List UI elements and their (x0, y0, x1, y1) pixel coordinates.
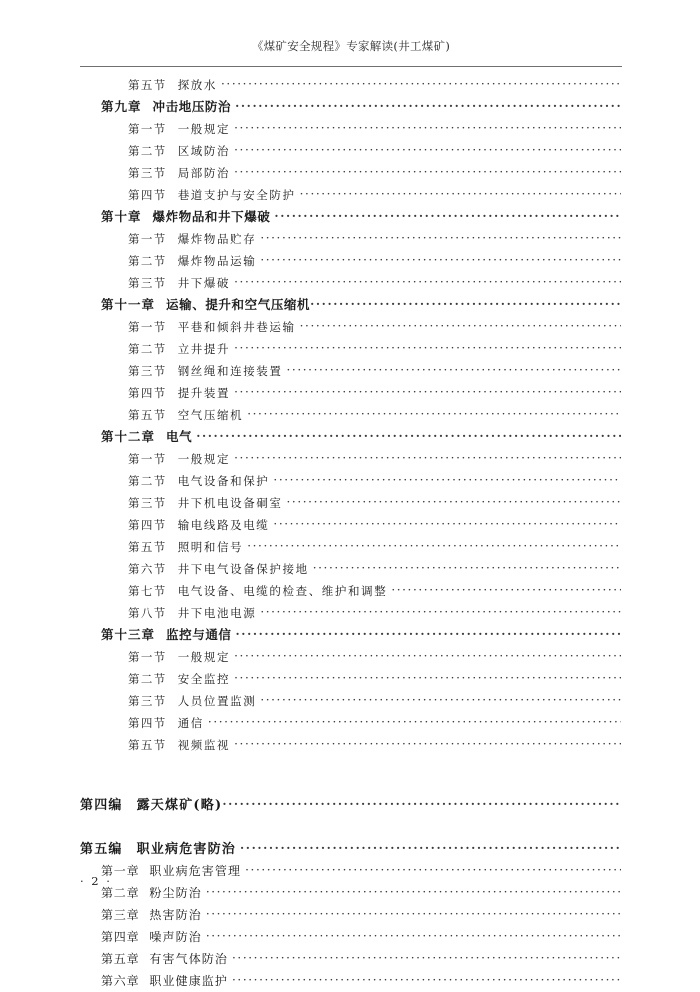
toc-entry-title: 照明和信号 (177, 540, 244, 554)
toc-entry[interactable] (0, 184, 700, 206)
toc-entry-number: 第二节 (128, 474, 167, 488)
toc-entry[interactable] (0, 602, 700, 624)
toc-entry-number: 第一节 (128, 232, 167, 246)
toc-dot-leader (235, 96, 621, 118)
toc-entry[interactable] (0, 426, 700, 448)
toc-entry-title: 热害防治 (149, 908, 202, 922)
toc-dot-leader (260, 690, 621, 712)
toc-entry-title: 职业病危害管理 (149, 864, 242, 878)
toc-entry-title: 职业健康监护 (149, 974, 229, 988)
toc-entry[interactable] (0, 74, 700, 96)
toc-dot-leader (232, 970, 621, 992)
toc-dot-leader (300, 316, 621, 338)
toc-entry-number: 第四编 (80, 798, 123, 813)
toc-entry-number: 第四章 (101, 930, 140, 944)
toc-dot-leader (260, 250, 621, 272)
toc-entry-title: 监控与通信 (166, 627, 232, 642)
toc-entry-number: 第三节 (128, 364, 167, 378)
toc-entry-number: 第四节 (128, 518, 167, 532)
toc-entry-title: 井下爆破 (177, 276, 231, 290)
toc-entry-number: 第四节 (128, 716, 167, 730)
toc-entry-number: 第五节 (128, 78, 167, 92)
toc-dot-leader (206, 904, 621, 926)
toc-entry-title: 巷道支护与安全防护 (177, 188, 296, 202)
toc-entry[interactable] (0, 624, 700, 646)
toc-entry[interactable] (0, 712, 700, 734)
toc-entry-number: 第三章 (101, 908, 140, 922)
toc-entry-title: 钢丝绳和连接装置 (177, 364, 283, 378)
toc-entry[interactable] (0, 294, 700, 316)
toc-entry[interactable] (0, 96, 700, 118)
toc-entry-number: 第五节 (128, 540, 167, 554)
toc-dot-leader (247, 536, 621, 558)
toc-entry[interactable] (0, 646, 700, 668)
toc-entry[interactable] (0, 118, 700, 140)
header-rule-divider (80, 66, 622, 67)
toc-entry-number: 第一节 (128, 650, 167, 664)
toc-entry[interactable] (0, 470, 700, 492)
toc-entry-number: 第八节 (128, 606, 167, 620)
toc-entry-title: 冲击地压防治 (152, 99, 232, 114)
toc-entry-title: 通信 (177, 716, 204, 730)
toc-dot-leader (234, 448, 621, 470)
toc-dot-leader (196, 426, 621, 448)
toc-entry[interactable] (0, 140, 700, 162)
toc-dot-leader (222, 794, 621, 816)
toc-entry[interactable] (0, 360, 700, 382)
toc-dot-leader (234, 734, 621, 756)
toc-dot-leader (234, 140, 621, 162)
toc-dot-leader (232, 948, 621, 970)
toc-entry-number: 第三节 (128, 496, 167, 510)
toc-dot-leader (234, 118, 621, 140)
toc-entry[interactable] (0, 228, 700, 250)
toc-entry-number: 第三节 (128, 166, 167, 180)
toc-dot-leader (247, 404, 621, 426)
toc-entry[interactable] (0, 690, 700, 712)
toc-entry-title: 一般规定 (177, 122, 231, 136)
toc-entry[interactable] (0, 382, 700, 404)
toc-entry[interactable] (0, 250, 700, 272)
toc-dot-leader (313, 558, 621, 580)
toc-dot-leader (287, 360, 621, 382)
toc-entry-title: 提升装置 (177, 386, 231, 400)
toc-entry-number: 第二节 (128, 144, 167, 158)
toc-entry[interactable] (0, 926, 700, 948)
toc-entry-number: 第二节 (128, 342, 167, 356)
toc-entry-title: 探放水 (177, 78, 218, 92)
toc-entry-title: 粉尘防治 (149, 886, 202, 900)
toc-dot-leader (234, 162, 621, 184)
toc-entry-title: 电气设备、电缆的检查、维护和调整 (177, 584, 388, 598)
toc-entry-title: 运输、提升和空气压缩机 (166, 297, 311, 312)
toc-dot-leader (260, 228, 621, 250)
toc-entry-number: 第十章 (101, 209, 142, 224)
toc-dot-leader (234, 646, 621, 668)
toc-entry-number: 第十一章 (101, 297, 156, 312)
toc-entry-title: 一般规定 (177, 452, 231, 466)
toc-entry-title: 立井提升 (177, 342, 231, 356)
toc-dot-leader (234, 668, 621, 690)
toc-dot-leader (273, 514, 621, 536)
toc-entry-number: 第十三章 (101, 627, 156, 642)
toc-dot-leader (221, 74, 621, 96)
toc-entry[interactable] (0, 734, 700, 756)
toc-entry-number: 第六章 (101, 974, 140, 988)
toc-dot-leader (240, 838, 621, 860)
toc-entry[interactable] (0, 558, 700, 580)
toc-entry-title: 职业病危害防治 (136, 842, 237, 857)
toc-entry-number: 第五章 (101, 952, 140, 966)
toc-entry[interactable] (0, 580, 700, 602)
toc-entry[interactable] (0, 514, 700, 536)
toc-dot-leader (260, 602, 621, 624)
toc-spacer (0, 816, 700, 838)
toc-entry-title: 空气压缩机 (177, 408, 244, 422)
toc-dot-leader (236, 624, 621, 646)
toc-entry-title: 噪声防治 (149, 930, 202, 944)
toc-entry-number: 第五节 (128, 738, 167, 752)
toc-dot-leader (208, 712, 621, 734)
toc-dot-leader (391, 580, 621, 602)
toc-entry-number: 第六节 (128, 562, 167, 576)
toc-dot-leader (234, 272, 621, 294)
toc-entry[interactable] (0, 536, 700, 558)
toc-entry[interactable] (0, 668, 700, 690)
toc-entry-number: 第二节 (128, 672, 167, 686)
toc-entry[interactable] (0, 838, 700, 860)
toc-entry-number: 第二节 (128, 254, 167, 268)
toc-entry-title: 露天煤矿(略) (136, 798, 223, 813)
toc-entry-title: 人员位置监测 (177, 694, 257, 708)
toc-entry-title: 有害气体防治 (149, 952, 229, 966)
toc-entry-title: 电气 (166, 429, 193, 444)
toc-entry-title: 电气设备和保护 (177, 474, 270, 488)
toc-entry-number: 第五编 (80, 842, 123, 857)
toc-entry-number: 第五节 (128, 408, 167, 422)
toc-dot-leader (206, 926, 621, 948)
running-head: 《煤矿安全规程》专家解读(井工煤矿) (251, 39, 451, 53)
toc-entry-number: 第四节 (128, 386, 167, 400)
toc-entry[interactable] (0, 162, 700, 184)
toc-entry-number: 第二章 (101, 886, 140, 900)
toc-entry-title: 井下电池电源 (177, 606, 257, 620)
toc-entry-title: 爆炸物品运输 (177, 254, 257, 268)
toc-dot-leader (234, 338, 621, 360)
toc-entry-title: 视频监视 (177, 738, 231, 752)
toc-entry[interactable] (0, 338, 700, 360)
toc-dot-leader (206, 882, 621, 904)
toc-entry-number: 第一节 (128, 452, 167, 466)
toc-entry[interactable] (0, 794, 700, 816)
toc-dot-leader (310, 294, 621, 316)
toc-entry-number: 第七节 (128, 584, 167, 598)
toc-entry-number: 第九章 (101, 99, 142, 114)
toc-entry-number: 第一节 (128, 320, 167, 334)
toc-entry-number: 第三节 (128, 694, 167, 708)
toc-entry-title: 输电线路及电缆 (177, 518, 270, 532)
page-folio: · 2 · (80, 874, 112, 888)
toc-entry-number: 第四节 (128, 188, 167, 202)
toc-entry[interactable] (0, 272, 700, 294)
toc-dot-leader (245, 860, 621, 882)
toc-dot-leader (274, 206, 621, 228)
toc-entry-number: 第一章 (101, 864, 140, 878)
toc-entry[interactable] (0, 492, 700, 514)
toc-entry-title: 局部防治 (177, 166, 231, 180)
toc-dot-leader (273, 470, 621, 492)
table-of-contents (0, 74, 700, 992)
toc-entry[interactable] (0, 448, 700, 470)
toc-entry[interactable] (0, 206, 700, 228)
toc-entry-title: 一般规定 (177, 650, 231, 664)
toc-dot-leader (287, 492, 621, 514)
toc-entry-number: 第三节 (128, 276, 167, 290)
toc-entry-title: 井下电气设备保护接地 (177, 562, 309, 576)
toc-entry[interactable] (0, 948, 700, 970)
toc-entry-title: 爆炸物品贮存 (177, 232, 257, 246)
toc-spacer (0, 756, 700, 794)
toc-entry-title: 井下机电设备硐室 (177, 496, 283, 510)
toc-entry[interactable] (0, 970, 700, 992)
toc-entry-title: 爆炸物品和井下爆破 (152, 209, 271, 224)
toc-entry-title: 安全监控 (177, 672, 231, 686)
toc-entry-number: 第十二章 (101, 429, 156, 444)
toc-entry-title: 区域防治 (177, 144, 231, 158)
toc-entry[interactable] (0, 404, 700, 426)
toc-entry-title: 平巷和倾斜井巷运输 (177, 320, 296, 334)
toc-dot-leader (300, 184, 621, 206)
toc-dot-leader (234, 382, 621, 404)
toc-entry[interactable] (0, 904, 700, 926)
toc-entry[interactable] (0, 316, 700, 338)
toc-entry-number: 第一节 (128, 122, 167, 136)
